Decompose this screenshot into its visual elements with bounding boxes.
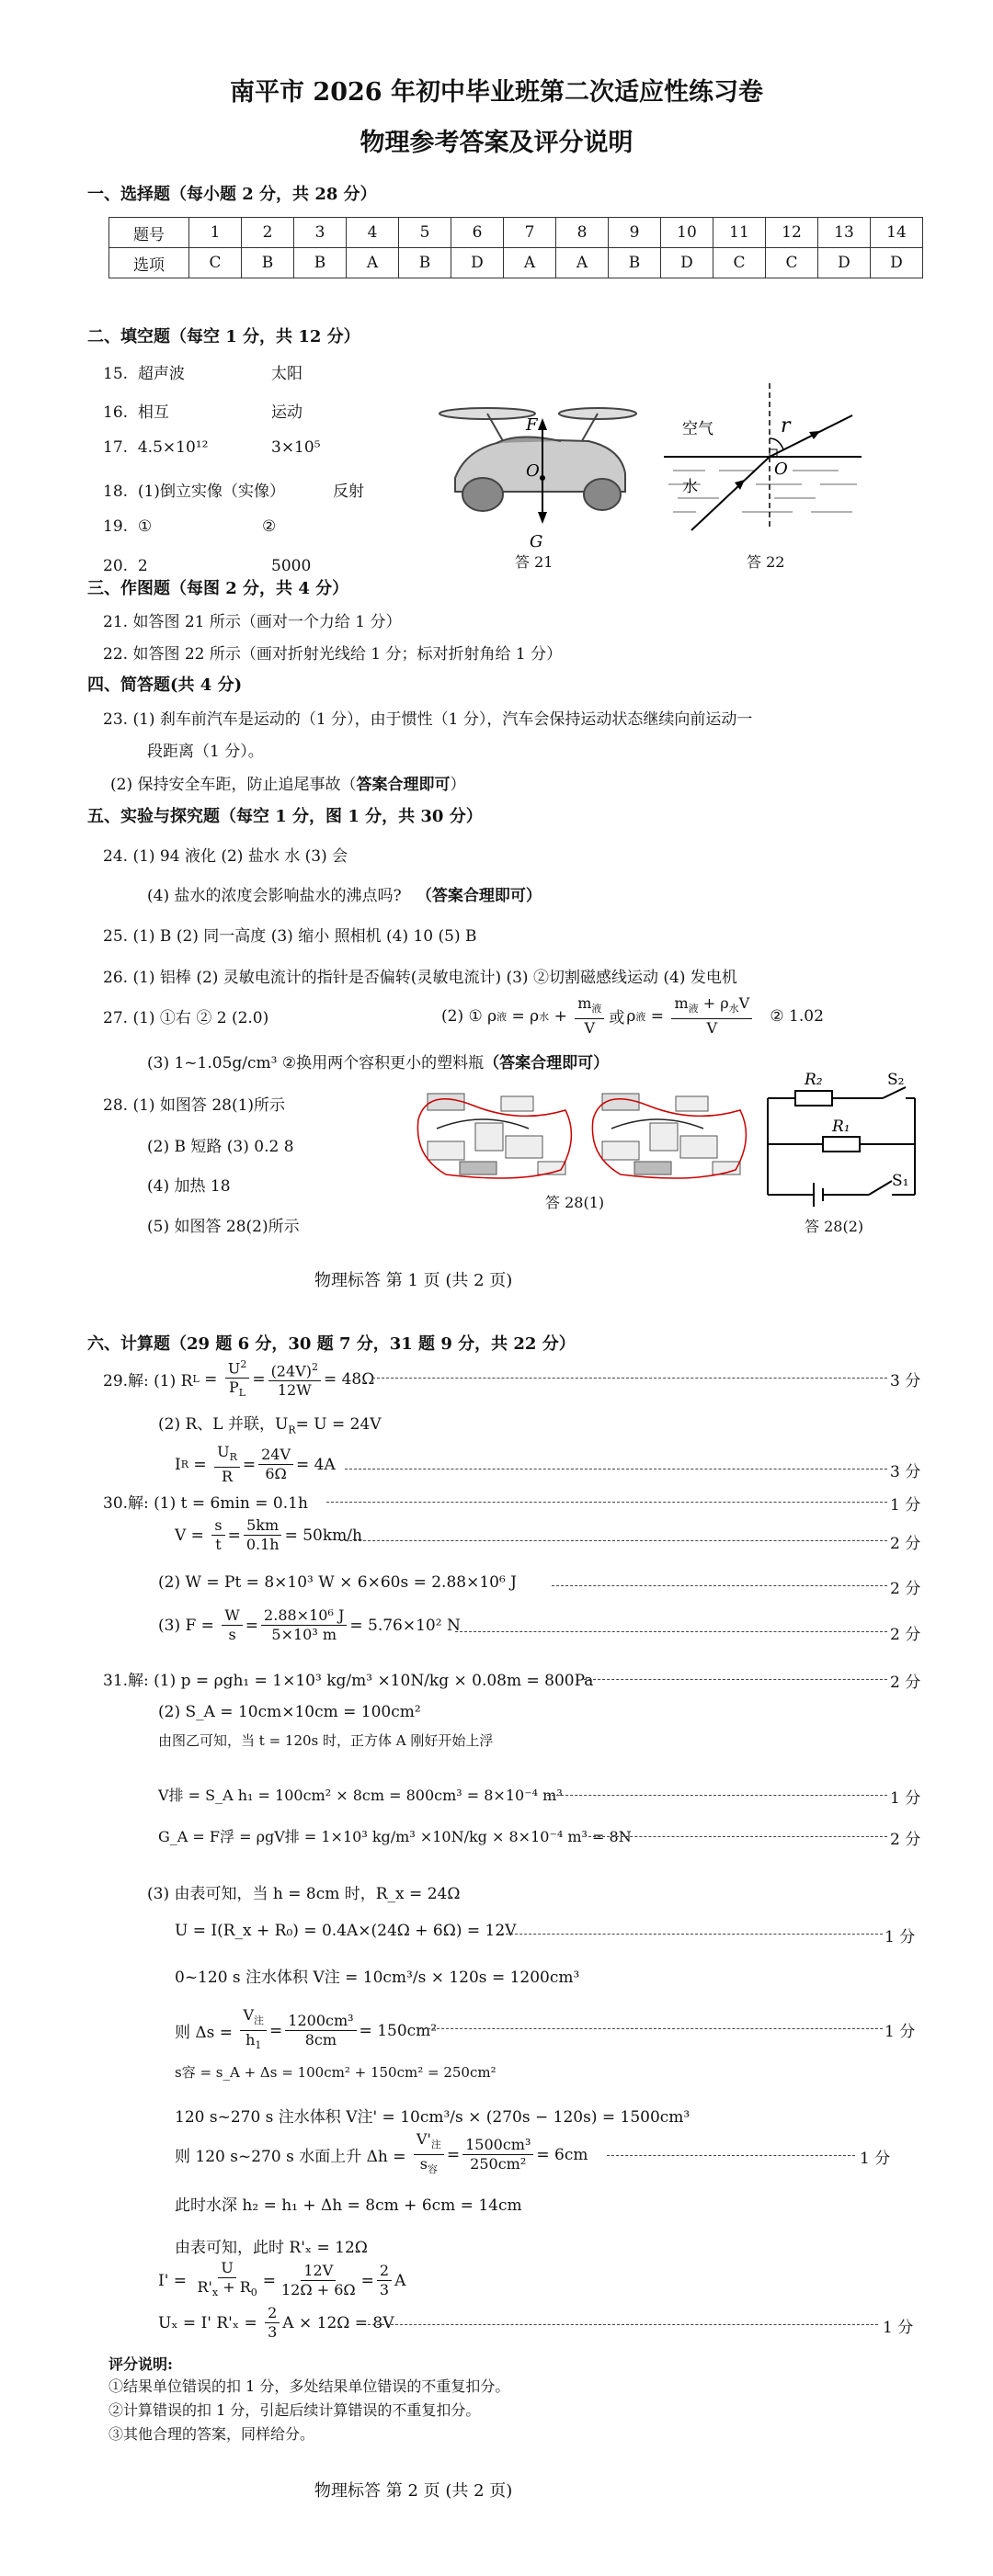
answer-24a: 24. (1) 94 液化 (2) 盐水 水 (3) 会 <box>103 847 348 866</box>
figure-22-caption: 答 22 <box>747 553 785 571</box>
label-S2: S₂ <box>887 1071 905 1089</box>
answer-28a: 28. (1) 如图答 28(1)所示 <box>103 1096 286 1115</box>
answer-27a: 27. (1) ①右 ② 2 (2.0) <box>103 1009 269 1027</box>
table-cell: 13 <box>818 218 871 248</box>
answer-31-line16: Uₓ = I' R'ₓ = $\frac{2}{3}$ A × 12Ω = 8V <box>158 2304 394 2341</box>
doc-title: 南平市 2026 年初中毕业班第二次适应性练习卷 <box>230 78 763 107</box>
answer-table <box>108 217 923 278</box>
answer-23-line3: (2) 保持安全车距，防止追尾事故（答案合理即可） <box>110 776 466 794</box>
answer-22: 22. 如答图 22 所示（画对折射光线给 1 分；标对折射角给 1 分） <box>103 645 563 664</box>
table-row <box>109 218 923 248</box>
table-cell: 9 <box>609 218 661 248</box>
figure-28-1 <box>409 1083 759 1202</box>
answer-26: 26. (1) 铝棒 (2) 灵敏电流计的指针是否偏转(灵敏电流计) (3) ②切割磁感线运动 (4) 发电机 <box>103 969 737 987</box>
label-water: 水 <box>682 478 698 496</box>
score: 3 分 <box>890 1372 921 1390</box>
table-cell: 8 <box>556 218 609 248</box>
answer-31-line4: V排 = S_A h₁ = 100cm² × 8cm = 800cm³ = 8×10⁻⁴ m³ <box>158 1787 563 1804</box>
figure-28-2-caption: 答 28(2) <box>805 1218 864 1235</box>
label-r: r <box>781 414 791 437</box>
label-R2: R₂ <box>805 1071 823 1089</box>
answer-25: 25. (1) B (2) 同一高度 (3) 缩小 照相机 (4) 10 (5) B <box>103 927 477 946</box>
list-item: 17. 4.5×10¹² <box>103 438 209 457</box>
arrow-up-icon <box>538 418 547 430</box>
answer-30-line1: 30.解: (1) t = 6min = 0.1h <box>103 1494 308 1513</box>
answer-29-line2: (2) R、L 并联，$U_R= U = 24V$ <box>158 1415 382 1436</box>
label-R1: R₁ <box>832 1118 850 1136</box>
table-cell: B <box>609 248 661 278</box>
label-air: 空气 <box>682 420 713 438</box>
note-1: ①结果单位错误的扣 1 分，多处结果单位错误的不重复扣分。 <box>108 2377 510 2395</box>
answer-23-line1: 23. (1) 刹车前汽车是运动的（1 分），由于惯性（1 分），汽车会保持运动状态继续向前运动一 <box>103 710 753 729</box>
answer-31-line2: (2) S_A = 10cm×10cm = 100cm² <box>158 1703 421 1721</box>
table-cell: 5 <box>399 218 451 248</box>
answer-31-line13: 此时水深 h₂ = h₁ + Δh = 8cm + 6cm = 14cm <box>175 2196 522 2215</box>
score: 2 分 <box>890 1626 921 1644</box>
list-item: 20. 2 <box>103 557 148 575</box>
table-cell: 2 <box>242 218 294 248</box>
table-cell: 选项 <box>109 248 189 278</box>
answer-31-line10: s容 = s_A + Δs = 100cm² + 150cm² = 250cm² <box>175 2064 496 2081</box>
answer-23-line2: 段距离（1 分）。 <box>147 743 264 761</box>
answer-21: 21. 如答图 21 所示（画对一个力给 1 分） <box>103 613 402 631</box>
answer-31-line15: I' = $\frac{U}{R'_x + R_0}$ = $\frac{12V}{12\Omega + 6\Omega}$ = $\frac{2}{3}$ A <box>158 2259 406 2299</box>
score: 2 分 <box>890 1535 921 1553</box>
score: 1 分 <box>860 2150 891 2168</box>
label-G: G <box>530 532 543 551</box>
list-item-b: 3×10⁵ <box>271 438 321 457</box>
table-cell: D <box>818 248 871 278</box>
table-cell: A <box>347 248 399 278</box>
section1-title: 一、选择题（每小题 2 分，共 28 分） <box>87 185 377 204</box>
score: 1 分 <box>883 2319 914 2337</box>
page2-footer: 物理标答 第 2 页 (共 2 页) <box>314 2481 513 2501</box>
doc-subtitle: 物理参考答案及评分说明 <box>360 129 633 157</box>
table-cell: C <box>766 248 818 278</box>
table-cell: B <box>399 248 451 278</box>
table-cell: 10 <box>661 218 713 248</box>
score: 1 分 <box>890 1789 921 1808</box>
answer-31-line9: 则 Δs = $\frac{V_注}{h_1}$ = $\frac{\text{1200cm³}}{8cm}$ = 150cm² <box>175 2006 438 2052</box>
answer-31-line5: G_A = F浮 = ρgV排 = 1×10³ kg/m³ ×10N/kg × 8×10⁻⁴ m³ = 8N <box>158 1828 632 1845</box>
figure-28-1-caption: 答 28(1) <box>545 1194 605 1211</box>
answer-31-line6: (3) 由表可知，当 h = 8cm 时，R_x = 24Ω <box>147 1885 461 1903</box>
answer-30-line4: (3) F = $\frac{W}{s}$ = $\frac{\text{2.88×10⁶ J}}{\text{5×10³ m}}$ = 5.76×10² N <box>158 1606 461 1643</box>
list-item-b: 5000 <box>271 557 312 575</box>
table-cell: 14 <box>871 218 923 248</box>
table-cell: A <box>504 248 556 278</box>
arrow-down-icon <box>538 512 547 524</box>
list-item: 19. ① <box>103 517 153 536</box>
answer-28d: (5) 如图答 28(2)所示 <box>147 1218 300 1236</box>
answer-27-formula: (2) ① ρ 液 = ρ 水 + $\frac{m_液}{V}$ 或 ρ 液 = $\frac{m_液 + \rho_水V}{V}$ ② 1.02 <box>441 994 824 1038</box>
section6-title: 六、计算题（29 题 6 分，30 题 7 分，31 题 9 分，共 22 分） <box>87 1334 576 1354</box>
list-item: 18. (1)倒立实像（实像） <box>103 482 285 501</box>
table-cell: B <box>294 248 347 278</box>
section4-title: 四、简答题(共 4 分) <box>87 675 243 695</box>
table-cell: 3 <box>294 218 347 248</box>
table-cell: D <box>661 248 713 278</box>
answer-31-line7: U = I(R_x + R₀) = 0.4A×(24Ω + 6Ω) = 12V <box>175 1922 517 1940</box>
note-2: ②计算错误的扣 1 分，引起后续计算错误的不重复扣分。 <box>108 2401 481 2419</box>
table-cell: D <box>871 248 923 278</box>
list-item-b: 运动 <box>271 403 302 422</box>
table-cell: D <box>451 248 504 278</box>
score: 1 分 <box>890 1496 921 1515</box>
score: 2 分 <box>890 1674 921 1692</box>
table-cell: 4 <box>347 218 399 248</box>
answer-31-line1: 31.解: (1) p = ρgh₁ = 1×10³ kg/m³ ×10N/kg × 0.08m = 800Pa <box>103 1672 594 1690</box>
figure-21-caption: 答 21 <box>515 553 554 571</box>
label-S1: S₁ <box>892 1172 909 1190</box>
score: 3 分 <box>890 1463 921 1481</box>
label-F: F <box>526 415 538 435</box>
list-item: 15. 超声波 <box>103 365 185 383</box>
table-cell: C <box>713 248 766 278</box>
list-item: 16. 相互 <box>103 403 169 422</box>
table-cell: 11 <box>713 218 766 248</box>
circuit-board-right <box>592 1094 746 1178</box>
figure-22 <box>655 379 866 535</box>
section2-title: 二、填空题（每空 1 分，共 12 分） <box>87 327 360 346</box>
table-cell: A <box>556 248 609 278</box>
section5-title: 五、实验与探究题（每空 1 分，图 1 分，共 30 分） <box>87 807 483 826</box>
score: 2 分 <box>890 1580 921 1598</box>
answer-29-line1: 29.解: (1) R L = $\frac{U^2}{P_L}$ = $\frac{(24V)^2}{12W}$ = 48Ω <box>103 1356 374 1403</box>
table-cell: 题号 <box>109 218 189 248</box>
incident-ray <box>691 457 770 530</box>
answer-31-line12: 则 120 s~270 s 水面上升 Δh = $\frac{V'_注}{s_容}$ = $\frac{\text{1500cm³}}{\text{250cm²}}$ = 6cm <box>175 2130 588 2176</box>
section3-title: 三、作图题（每图 2 分，共 4 分） <box>87 579 349 598</box>
answer-27b: (3) 1~1.05g/cm³ ②换用两个容积更小的塑料瓶（答案合理即可） <box>147 1054 610 1072</box>
label-O: O <box>526 461 540 481</box>
answer-30-line2: V = $\frac{s}{t}$ = $\frac{5km}{0.1h}$ = 50km/h <box>175 1516 362 1553</box>
answer-31-line14: 由表可知，此时 R'ₓ = 12Ω <box>175 2239 368 2257</box>
score: 1 分 <box>885 2023 916 2041</box>
table-cell: 6 <box>451 218 504 248</box>
answer-28c: (4) 加热 18 <box>147 1177 231 1196</box>
table-row <box>109 248 923 278</box>
answer-30-line3: (2) W = Pt = 8×10³ W × 6×60s = 2.88×10⁶ J <box>158 1573 517 1592</box>
answer-31-line8: 0~120 s 注水体积 V注 = 10cm³/s × 120s = 1200cm³ <box>175 1969 580 1987</box>
table-cell: B <box>242 248 294 278</box>
page1-footer: 物理标答 第 1 页 (共 2 页) <box>314 1271 513 1290</box>
table-cell: 7 <box>504 218 556 248</box>
figure-21 <box>432 377 644 551</box>
list-item-b: 太阳 <box>271 365 302 383</box>
answer-28b: (2) B 短路 (3) 0.2 8 <box>147 1138 294 1156</box>
figure-28-2 <box>759 1071 924 1209</box>
answer-31-line11: 120 s~270 s 注水体积 V注' = 10cm³/s × (270s − 120s) = 1500cm³ <box>175 2108 691 2127</box>
label-O: O <box>774 460 788 479</box>
table-cell: C <box>189 248 242 278</box>
score: 2 分 <box>890 1831 921 1849</box>
list-item-b: 反射 <box>333 482 364 501</box>
score: 1 分 <box>885 1928 916 1946</box>
note-3: ③其他合理的答案，同样给分。 <box>108 2425 315 2443</box>
circuit-board-left <box>417 1094 571 1178</box>
notes-title: 评分说明: <box>108 2355 173 2373</box>
answer-31-line3: 由图乙可知，当 t = 120s 时，正方体 A 刚好开始上浮 <box>158 1732 494 1749</box>
answer-29-line3: I R = $\frac{U_R}{R}$ = $\frac{24V}{6\Omega}$ = 4A <box>175 1443 336 1486</box>
table-cell: 12 <box>766 218 818 248</box>
answer-24b: (4) 盐水的浓度会影响盐水的沸点吗? （答案合理即可） <box>147 887 542 905</box>
table-cell: 1 <box>189 218 242 248</box>
list-item-b: ② <box>262 517 277 536</box>
